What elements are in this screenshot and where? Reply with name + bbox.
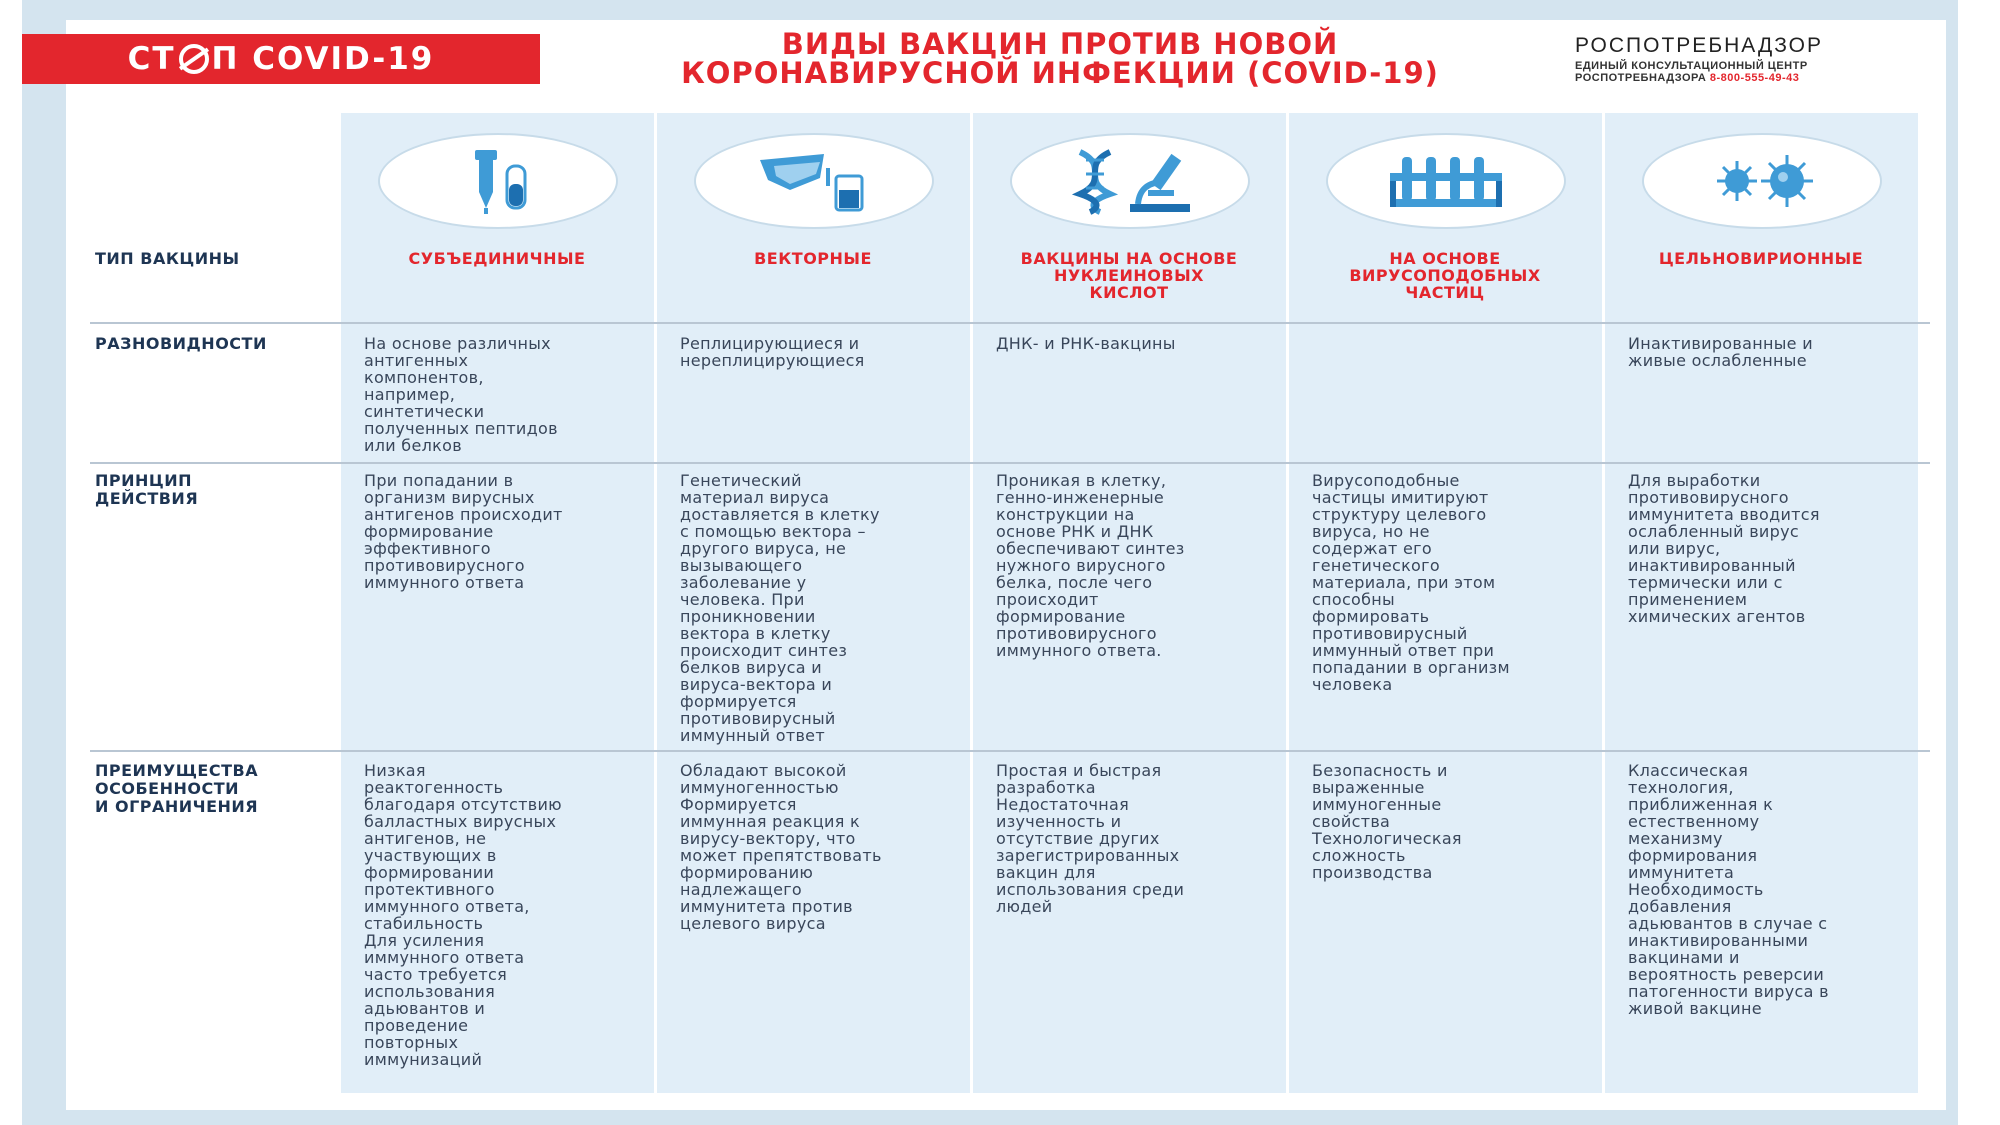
agency-block [1575,34,1895,84]
row-label-type: ТИП ВАКЦИНЫ [95,249,240,268]
beaker-pouring-icon [754,146,874,216]
cell-advantages-nucleic: Простая и быстрая разработка Недостаточная изученность и отсутствие других зарегистрированных вакцин для использования среди людей [996,761,1185,916]
icon-oval-3 [1010,133,1250,229]
column-title-subunit: СУБЪЕДИНИЧНЫЕ [408,249,586,268]
row-divider-3 [90,750,1930,752]
stop-covid-banner [22,34,540,84]
cell-advantages-vlp: Безопасность и выраженные иммуногенные свойства Технологическая сложность производства [1312,761,1462,882]
row-label-advantages: ПРЕИМУЩЕСТВА ОСОБЕННОСТИ И ОГРАНИЧЕНИЯ [95,761,259,816]
cell-principle-nucleic: Проникая в клетку, генно-инженерные конструкции на основе РНК и ДНК обеспечивают синтез нужного вирусного белка, после чего происходит формирование противовирусного иммунного ответа. [996,471,1185,660]
column-title-vlp: НА ОСНОВЕ ВИРУСОПОДОБНЫХ ЧАСТИЦ [1349,249,1541,302]
column-title-vector: ВЕКТОРНЫЕ [754,249,872,268]
agency-sub-line-1: ЕДИНЫЙ КОНСУЛЬТАЦИОННЫЙ ЦЕНТР [1575,60,1808,72]
cell-advantages-subunit: Низкая реактогенность благодаря отсутствию балластных вирусных антигенов, не участвующих в формировании протективного иммунного ответа, стабильность Для усиления иммунного ответа часто требуется использования адьювантов и проведение повторных иммунизаций [364,761,562,1069]
cell-varieties-vector: Реплицирующиеся и нереплицирующиеся [680,334,865,370]
agency-sub-line-2 [1575,72,1895,84]
cell-advantages-vector: Обладают высокой иммуногенностью Формируется иммунная реакция к вирусу-вектору, что может препятствовать формированию надлежащего иммунитета против целевого вируса [680,761,882,933]
title-line-1: ВИДЫ ВАКЦИН ПРОТИВ НОВОЙ [781,27,1339,61]
title-line-2: КОРОНАВИРУСНОЙ ИНФЕКЦИИ (COVID-19) [681,56,1439,90]
page-title [600,27,1520,90]
row-label-principle: ПРИНЦИП ДЕЙСТВИЯ [95,471,199,508]
stop-banner-left-text: СТ [127,41,176,77]
icon-oval-1 [378,133,618,229]
row-divider-1 [90,322,1930,324]
row-label-varieties: РАЗНОВИДНОСТИ [95,334,267,353]
test-tube-rack-icon [1386,151,1506,211]
test-tube-pipette-icon [453,146,543,216]
row-divider-2 [90,462,1930,464]
cell-varieties-subunit: На основе различных антигенных компонентов, например, синтетически полученных пептидов или белков [364,334,558,455]
agency-subtitle [1575,60,1895,84]
cell-principle-whole-virion: Для выработки противовирусного иммунитета вводится ослабленный вирус или вирус, инактивированный термически или с применением химических агентов [1628,471,1820,626]
agency-sub-line-2-text: РОСПОТРЕБНАДЗОРА [1575,72,1707,84]
stop-banner-right-text: П COVID-19 [211,41,435,77]
icon-oval-4 [1326,133,1566,229]
column-title-nucleic: ВАКЦИНЫ НА ОСНОВЕ НУКЛЕИНОВЫХ КИСЛОТ [1020,249,1238,302]
virus-icon [179,44,209,74]
cell-varieties-nucleic: ДНК- и РНК-вакцины [996,334,1176,353]
cell-varieties-whole-virion: Инактивированные и живые ослабленные [1628,334,1813,370]
column-title-whole-virion: ЦЕЛЬНОВИРИОННЫЕ [1658,249,1864,268]
virus-particles-icon [1697,151,1827,211]
dna-microscope-icon [1060,146,1200,216]
agency-phone: 8-800-555-49-43 [1709,72,1800,84]
cell-principle-vlp: Вирусоподобные частицы имитируют структуру целевого вируса, но не содержат его генетического материала, при этом способны формировать противовирусный иммунный ответ при попадании в организм человека [1312,471,1510,694]
cell-principle-vector: Генетический материал вируса доставляется в клетку с помощью вектора – другого вируса, не вызывающего заболевание у человека. При проникновении вектора в клетку происходит синтез белков вируса и вируса-вектора и формируется противовирусный иммунный ответ [680,471,880,745]
icon-oval-2 [694,133,934,229]
agency-name: РОСПОТРЕБНАДЗОР [1575,34,1823,57]
cell-advantages-whole-virion: Классическая технология, приближенная к естественному механизму формирования иммунитета Необходимость добавления адьювантов в случае с инактивированными вакцинами и вероятность реверсии патогенности вируса в живой вакцине [1628,761,1829,1018]
icon-oval-5 [1642,133,1882,229]
cell-principle-subunit: При попадании в организм вирусных антигенов происходит формирование эффективного противовирусного иммунного ответа [364,471,563,592]
